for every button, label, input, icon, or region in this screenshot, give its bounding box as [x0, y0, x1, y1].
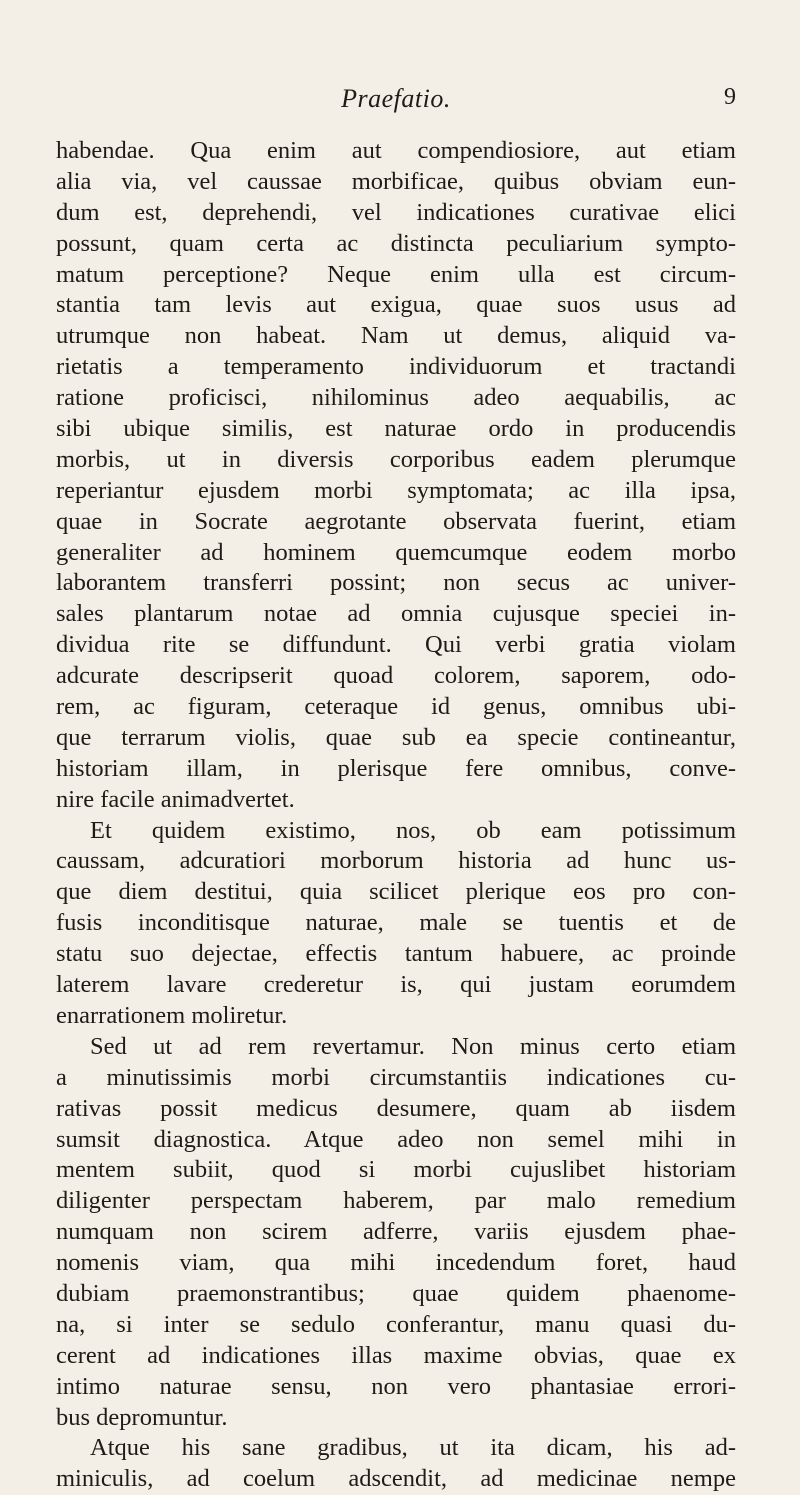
text-line: numquam non scirem adferre, variis ejusdem phae- [56, 1218, 736, 1246]
text-line: sumsit diagnostica. Atque adeo non semel mihi in [56, 1125, 736, 1153]
text-line: intimo naturae sensu, non vero phantasiae errori- [56, 1372, 736, 1400]
text-line: a minutissimis morbi circumstantiis indicationes cu- [56, 1063, 736, 1091]
paragraph-start-line: Sed ut ad rem revertamur. Non minus certo etiam [90, 1032, 736, 1060]
text-line: na, si inter se sedulo conferantur, manu quasi du- [56, 1310, 736, 1338]
text-line: historiam illam, in plerisque fere omnibus, conve- [56, 754, 736, 782]
text-line: generaliter ad hominem quemcumque eodem morbo [56, 538, 736, 566]
text-line: habendae. Qua enim aut compendiosiore, aut etiam [56, 137, 736, 164]
paragraph-start-line: Atque his sane gradibus, ut ita dicam, his ad- [90, 1434, 736, 1462]
text-line: fusis inconditisque naturae, male se tuentis et de [56, 909, 736, 937]
text-line: que diem destitui, quia scilicet plerique eos pro con- [56, 878, 736, 906]
page-number: 9 [724, 84, 736, 110]
text-line: rativas possit medicus desumere, quam ab iisdem [56, 1094, 736, 1122]
text-line: adcurate descripserit quoad colorem, saporem, odo- [56, 662, 736, 690]
text-line: dubiam praemonstrantibus; quae quidem phaenome- [56, 1279, 736, 1307]
text-line: diligenter perspectam haberem, par malo remedium [56, 1187, 736, 1215]
text-line: rem, ac figuram, ceteraque id genus, omnibus ubi- [56, 693, 736, 721]
text-line: sibi ubique similis, est naturae ordo in producendis [56, 415, 736, 443]
text-line: que terrarum violis, quae sub ea specie contineantur, [56, 723, 736, 751]
text-line: caussam, adcuratiori morborum historia ad hunc us- [56, 847, 736, 875]
text-line: reperiantur ejusdem morbi symptomata; ac illa ipsa, [56, 476, 736, 504]
text-line: cerent ad indicationes illas maxime obvias, quae ex [56, 1341, 736, 1369]
text-line: stantia tam levis aut exigua, quae suos usus ad [56, 291, 736, 319]
text-line: dum est, deprehendi, vel indicationes curativae elici [56, 198, 736, 226]
running-head [56, 84, 736, 116]
body-text [56, 136, 736, 1495]
text-line: morbis, ut in diversis corporibus eadem plerumque [56, 445, 736, 473]
text-line: dividua rite se diffundunt. Qui verbi gratia violam [56, 631, 736, 659]
text-line: statu suo dejectae, effectis tantum habuere, ac proinde [56, 940, 736, 968]
text-line: sales plantarum notae ad omnia cujusque speciei in- [56, 600, 736, 628]
paragraph-end-line: bus depromuntur. [56, 1403, 228, 1431]
text-line: ratione proficisci, nihilominus adeo aequabilis, ac [56, 384, 736, 412]
paragraph-end-line: nire facile animadvertet. [56, 785, 295, 813]
running-title: Praefatio. [341, 84, 451, 113]
text-line: rietatis a temperamento individuorum et tractandi [56, 353, 736, 381]
text-line: utrumque non habeat. Nam ut demus, aliquid va- [56, 322, 736, 350]
text-line: possunt, quam certa ac distincta peculiarium sympto- [56, 229, 736, 257]
text-line: laterem lavare crederetur is, qui justam eorumdem [56, 971, 736, 999]
text-line: alia via, vel caussae morbificae, quibus obviam eun- [56, 167, 736, 195]
text-line: quae in Socrate aegrotante observata fuerint, etiam [56, 507, 736, 535]
text-line: nomenis viam, qua mihi incedendum foret, haud [56, 1249, 736, 1277]
text-line: mentem subiit, quod si morbi cujuslibet historiam [56, 1156, 736, 1184]
paragraph-start-line: Et quidem existimo, nos, ob eam potissimum [90, 816, 736, 844]
text-line: matum perceptione? Neque enim ulla est circum- [56, 260, 736, 288]
text-line: miniculis, ad coelum adscendit, ad medicinae nempe [56, 1465, 736, 1493]
text-line: laborantem transferri possint; non secus ac univer- [56, 569, 736, 597]
paragraph-end-line: enarrationem moliretur. [56, 1001, 288, 1029]
